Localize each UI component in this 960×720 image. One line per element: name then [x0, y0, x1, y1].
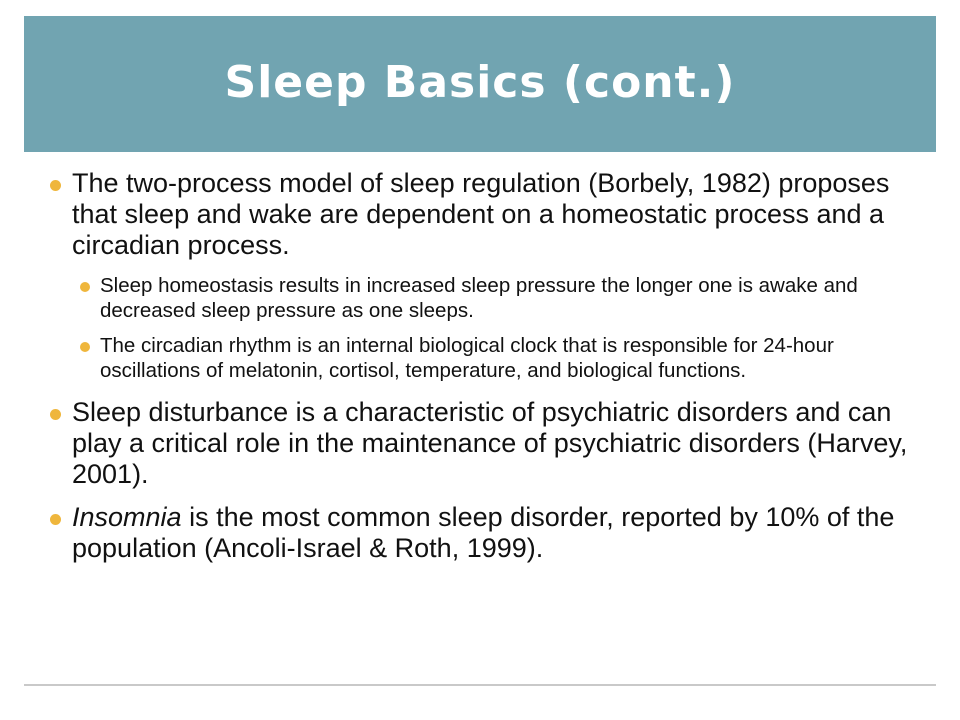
title-band: [24, 16, 936, 152]
subbullet-text: Sleep homeostasis results in increased sleep pressure the longer one is awake and decreased sleep pressure as one sleeps.: [100, 274, 858, 322]
subbullet-text: The circadian rhythm is an internal biological clock that is responsible for 24-hour oscillations of melatonin, cortisol, temperature, and biological functions.: [100, 334, 834, 382]
bullet-insomnia: [48, 502, 918, 564]
slide-title: Sleep Basics (cont.): [224, 56, 736, 108]
bullet-text: is the most common sleep disorder, reported by 10% of the population (Ancoli-Israel & Roth, 1999).: [72, 502, 895, 563]
bullet-dot-icon: [50, 180, 61, 191]
bullet-dot-icon: [50, 409, 61, 420]
bullet-dot-icon: [80, 282, 90, 292]
bullet-two-process-model: [48, 168, 918, 261]
subbullet-circadian-rhythm: [78, 333, 918, 383]
bullet-text: Sleep disturbance is a characteristic of psychiatric disorders and can play a critical role in the maintenance of psychiatric disorders (Harvey, 2001).: [72, 397, 908, 489]
slide-content: [48, 168, 918, 564]
insomnia-term: Insomnia: [72, 502, 182, 532]
subbullet-sleep-homeostasis: [78, 273, 918, 323]
bullet-sleep-disturbance: [48, 397, 918, 490]
bullet-dot-icon: [50, 514, 61, 525]
bullet-dot-icon: [80, 342, 90, 352]
bullet-text: The two-process model of sleep regulation (Borbely, 1982) proposes that sleep and wake are dependent on a homeostatic process and a circadian process.: [72, 168, 890, 260]
footer-divider: [24, 684, 936, 686]
